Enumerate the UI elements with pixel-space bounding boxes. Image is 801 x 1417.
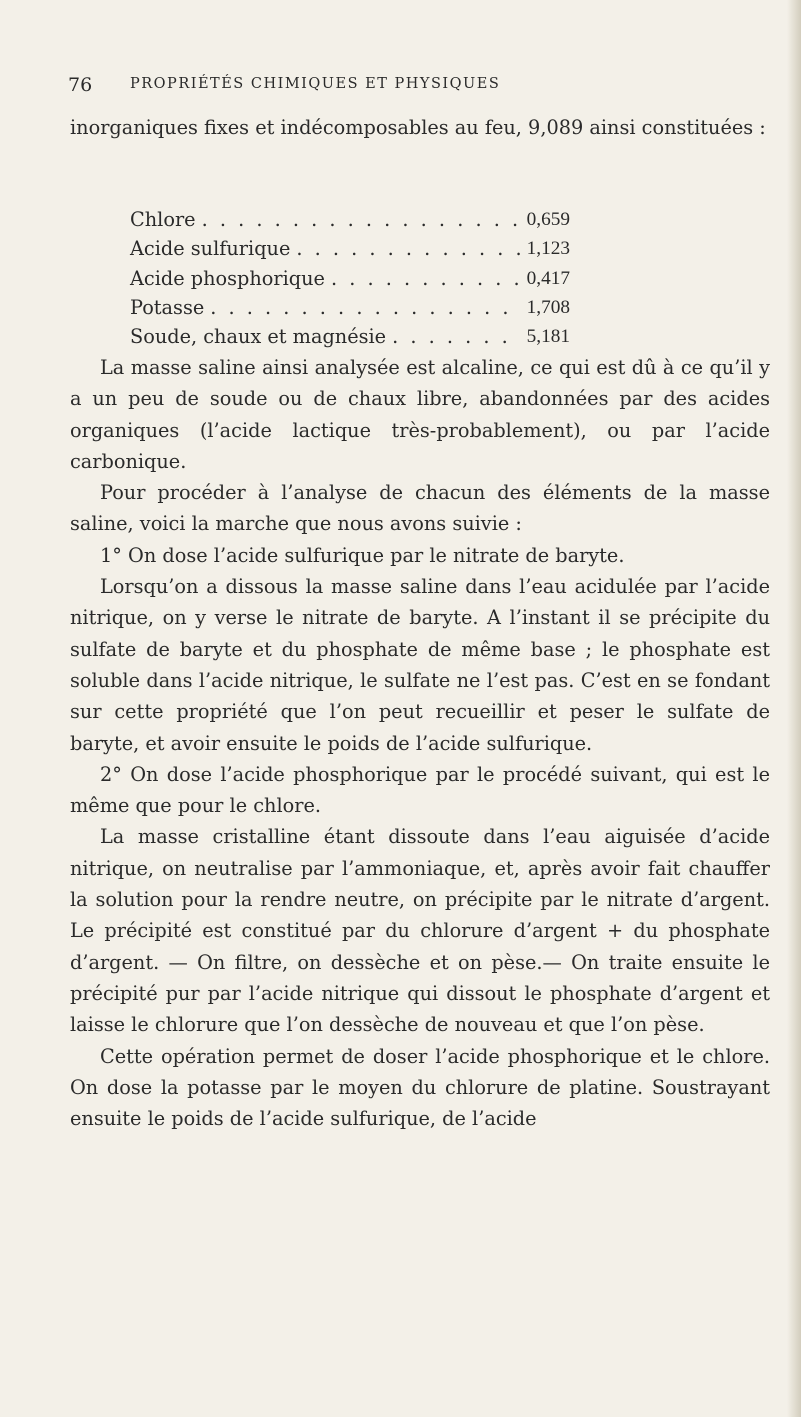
leader-dots [392, 322, 521, 351]
paragraph: 1° On dose l’acide sulfurique par le nitrate de baryte. [100, 543, 625, 567]
running-title: PROPRIÉTÉS CHIMIQUES ET PHYSIQUES [130, 76, 501, 92]
body-text [70, 352, 770, 1134]
row-name: Acide phosphorique [130, 266, 325, 290]
paragraph: La masse saline ainsi analysée est alcaline, ce qui est dû à ce qu’il y a un peu de soude ou de chaux libre, abandonnées par des acides organiques (l’acide lactique très-probablement), ou par l’acide carbonique. [70, 356, 770, 473]
paragraph: Cette opération permet de doser l’acide phosphorique et le chlore. On dose la potasse par le moyen du chlorure de platine. Soustrayant ensuite le poids de l’acide sulfurique, de l’acide [70, 1044, 770, 1131]
row-value: 1,123 [526, 238, 570, 260]
page-edge-shadow [787, 0, 801, 1417]
page-number: 76 [68, 74, 93, 96]
row-value: 5,181 [526, 326, 570, 348]
table-row [130, 234, 570, 263]
leader-dots [210, 293, 520, 322]
row-value: 0,417 [526, 267, 570, 289]
paragraph: 2° On dose l’acide phosphorique par le procédé suivant, qui est le même que pour le chlore. [70, 762, 770, 818]
row-name: Chlore [130, 208, 196, 231]
paragraph: Lorsqu’on a dissous la masse saline dans l’eau acidulée par l’acide nitrique, on y verse le nitrate de baryte. A l’instant il se précipite du sulfate de baryte et du phosphate de même base ; le phosphate est soluble dans l’acide nitrique, le sulfate ne l’est pas. C’est en se fondant sur cette propriété que l’on peut recueillir et peser le sulfate de baryte, et avoir ensuite le poids de l’acide sulfurique. [70, 575, 770, 755]
table-row [130, 293, 570, 322]
table-row [130, 264, 570, 293]
paragraph: Pour procéder à l’analyse de chacun des éléments de la masse saline, voici la marche que nous avons suivie : [70, 481, 770, 536]
intro-paragraph: inorganiques fixes et indécomposables au feu, 9,089 ainsi constituées : [70, 116, 766, 139]
row-value: 0,659 [526, 209, 570, 230]
table-row [130, 205, 570, 234]
table-row [130, 322, 570, 351]
page-header [68, 74, 741, 100]
paragraph: La masse cristalline étant dissoute dans l’eau aiguisée d’acide nitrique, on neutralise par l’ammoniaque, et, après avoir fait chauffer la solution pour la rendre neutre, on précipite par le nitrate d’argent. Le précipité est constitué par du chlorure d’argent + du phosphate d’argent. — On filtre, on dessèche et on pèse.— On traite ensuite le précipité pur par l’acide nitrique qui dissout le phosphate d’argent et laisse le chlorure que l’on dessèche de nouveau et que l’on pèse. [70, 825, 770, 1037]
leader-dots [296, 234, 520, 263]
leader-dots [331, 264, 521, 293]
row-value: 1,708 [526, 296, 570, 318]
leader-dots [202, 205, 521, 234]
row-name: Soude, chaux et magnésie [130, 325, 387, 349]
composition-table [130, 205, 570, 351]
row-name: Potasse [130, 295, 205, 319]
row-name: Acide sulfurique [130, 237, 291, 261]
